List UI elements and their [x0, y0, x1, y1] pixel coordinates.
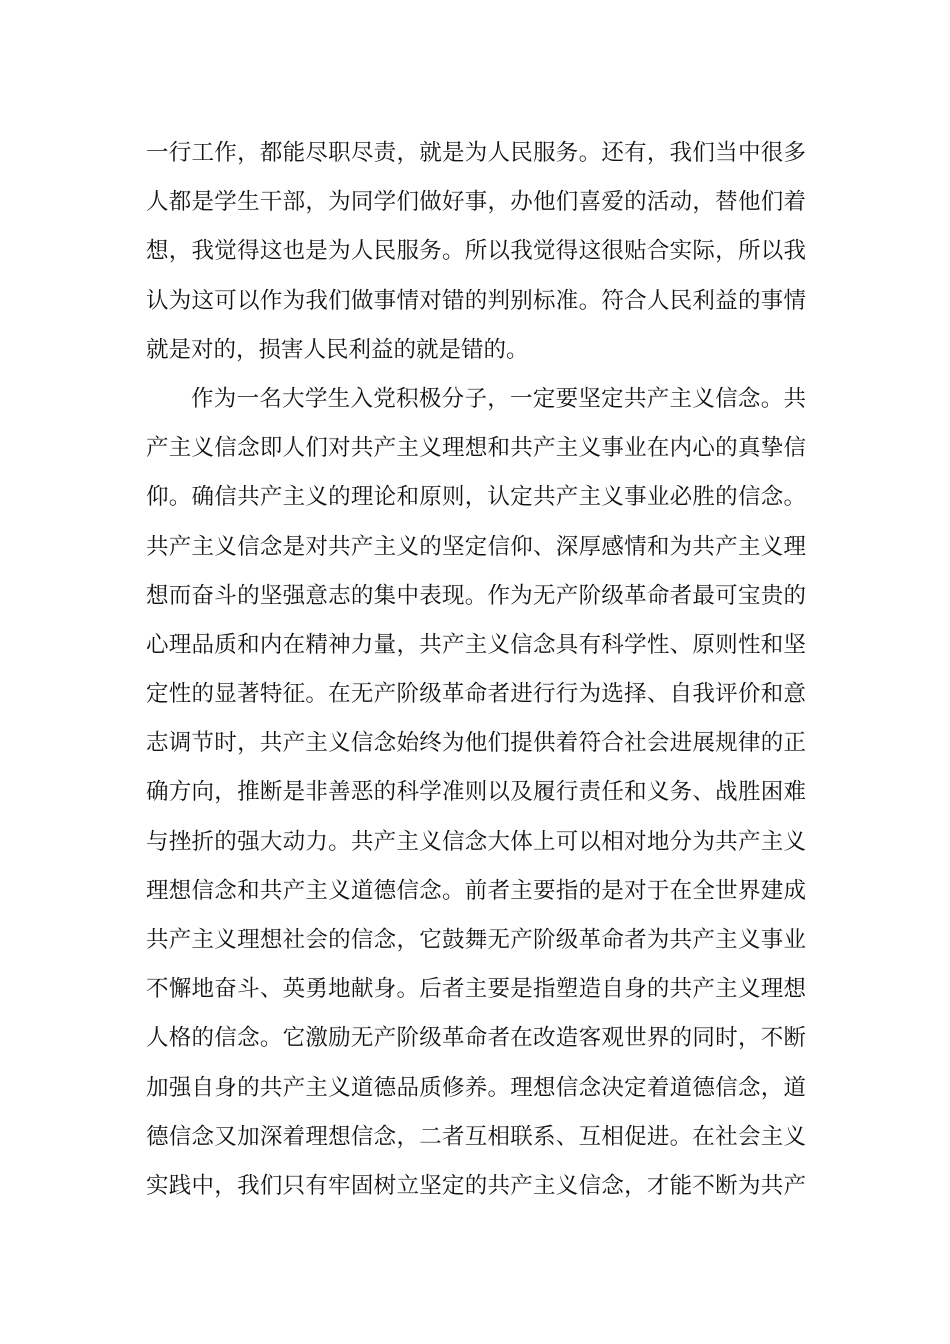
- text-line: 共产主义信念是对共产主义的坚定信仰、深厚感情和为共产主义理: [146, 533, 806, 560]
- text-line: 认为这可以作为我们做事情对错的判别标准。符合人民利益的事情: [146, 287, 806, 314]
- text-line: 想，我觉得这也是为人民服务。所以我觉得这很贴合实际，所以我: [146, 238, 806, 265]
- text-line: 志调节时，共产主义信念始终为他们提供着符合社会进展规律的正: [146, 730, 806, 757]
- paragraph-1: [146, 129, 806, 375]
- text-line: 人格的信念。它激励无产阶级革命者在改造客观世界的同时，不断: [146, 1025, 806, 1052]
- document-body: [146, 129, 806, 1211]
- text-line: 一行工作，都能尽职尽责，就是为人民服务。还有，我们当中很多: [146, 140, 806, 166]
- text-line: 实践中，我们只有牢固树立坚定的共产主义信念，才能不断为共产: [146, 1172, 806, 1199]
- text-line: 人都是学生干部，为同学们做好事，办他们喜爱的活动，替他们着: [146, 189, 806, 216]
- paragraph-2: [146, 375, 806, 1211]
- text-line: 仰。确信共产主义的理论和原则，认定共产主义事业必胜的信念。: [146, 484, 806, 511]
- text-line: 定性的显著特征。在无产阶级革命者进行行为选择、自我评价和意: [146, 681, 806, 708]
- text-line: 不懈地奋斗、英勇地献身。后者主要是指塑造自身的共产主义理想: [146, 976, 806, 1003]
- text-line: 产主义信念即人们对共产主义理想和共产主义事业在内心的真挚信: [146, 435, 806, 462]
- text-line: 共产主义理想社会的信念，它鼓舞无产阶级革命者为共产主义事业: [146, 927, 806, 953]
- text-line: 确方向，推断是非善恶的科学准则以及履行责任和义务、战胜困难: [146, 779, 806, 806]
- text-line: 心理品质和内在精神力量，共产主义信念具有科学性、原则性和坚: [146, 631, 806, 658]
- text-line: 德信念又加深着理想信念，二者互相联系、互相促进。在社会主义: [146, 1123, 806, 1150]
- text-line: 理想信念和共产主义道德信念。前者主要指的是对于在全世界建成: [146, 877, 806, 904]
- text-line: 加强自身的共产主义道德品质修养。理想信念决定着道德信念，道: [146, 1074, 806, 1101]
- text-line: 就是对的，损害人民利益的就是错的。: [146, 336, 529, 363]
- text-line: 作为一名大学生入党积极分子，一定要坚定共产主义信念。共: [191, 385, 806, 412]
- text-line: 想而奋斗的坚强意志的集中表现。作为无产阶级革命者最可宝贵的: [146, 582, 806, 609]
- text-line: 与挫折的强大动力。共产主义信念大体上可以相对地分为共产主义: [146, 828, 806, 855]
